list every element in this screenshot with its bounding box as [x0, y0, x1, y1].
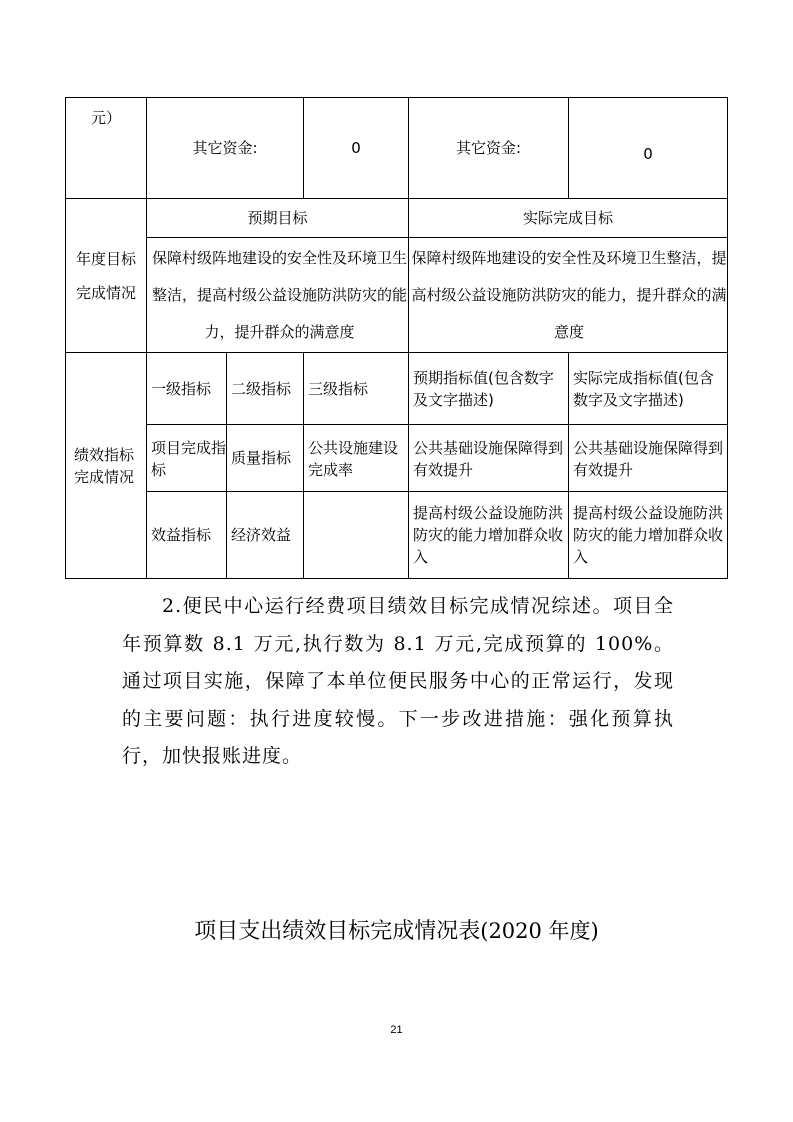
annual-goal-header: 年度目标完成情况	[75, 249, 136, 302]
actual-goal-header: 实际完成目标	[522, 209, 613, 227]
col-actual-value-header: 实际完成指标值(包含数字及文字描述)	[573, 368, 714, 409]
row2-actual: 提高村级公益设施防洪防灾的能力增加群众收入	[573, 504, 724, 566]
next-title-year: (2020 年度)	[480, 919, 599, 943]
expected-goal-text: 保障村级阵地建设的安全性及环境卫生整洁，提高村级公益设施防洪防灾的能力，提升群众的满意度	[151, 249, 407, 341]
actual-goal-text: 保障村级阵地建设的安全性及环境卫生整洁，提高村级公益设施防洪防灾的能力，提升群众的满意度	[411, 249, 727, 341]
yuan-tail-text: 元）	[90, 109, 121, 127]
page-number: 21	[390, 1024, 403, 1036]
col-expected-value-header: 预期指标值(包含数字及文字描述)	[413, 368, 554, 409]
row1-level2: 质量指标	[231, 449, 292, 467]
other-funds-label: 其它资金:	[192, 139, 258, 157]
row1-level1: 项目完成指标	[151, 439, 227, 479]
next-title-text: 项目支出绩效目标完成情况表	[194, 919, 481, 944]
col-level2-header: 二级指标	[231, 379, 292, 398]
other-funds-label-2: 其它资金:	[455, 139, 522, 157]
next-table-title	[0, 914, 793, 945]
col-level3-header: 三级指标	[308, 379, 369, 398]
row2-expected: 提高村级公益设施防洪防灾的能力增加群众收入	[413, 504, 564, 566]
row1-actual: 公共基础设施保障得到有效提升	[573, 439, 724, 479]
other-funds-value: 0	[351, 139, 361, 157]
expected-goal-header: 预期目标	[247, 209, 308, 227]
summary-paragraph: 2.便民中心运行经费项目绩效目标完成情况综述。项目全年预算数 8.1 万元,执行数为 8.1 万元,完成预算的 100%。通过项目实施，保障了本单位便民服务中心的正常运行，发现的主要问题：执行进度较慢。下一步改进措施：强化预算执行，加快报账进度。	[122, 595, 674, 767]
row2-level3	[304, 492, 408, 578]
performance-header	[66, 353, 146, 578]
row2-level2: 经济效益	[231, 526, 292, 544]
col-level1-header: 一级指标	[151, 379, 212, 398]
row1-level3: 公共设施建设完成率	[308, 439, 399, 479]
performance-header-text: 绩效指标完成情况	[74, 445, 135, 486]
row1-expected: 公共基础设施保障得到有效提升	[413, 439, 564, 479]
row2-level1: 效益指标	[151, 526, 212, 544]
other-funds-value-2: 0	[643, 145, 653, 163]
